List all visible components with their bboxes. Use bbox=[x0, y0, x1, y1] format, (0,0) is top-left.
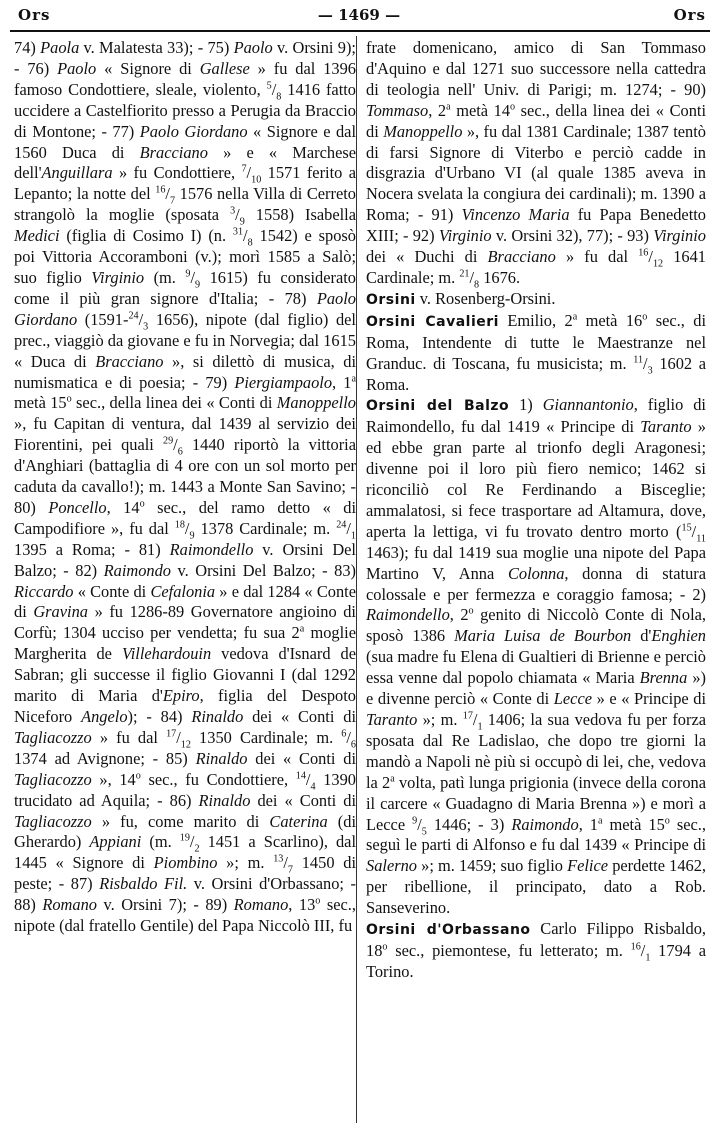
left-column-entry: 74) Paola v. Malatesta 33); - 75) Paolo v. Orsini 9); - 76) Paolo « Signore di Gallese » fu dal 1396 famoso Condottiere, sleale, violento, $^5/_8$ 1416 fatto uccidere a Castelfiorito presso a Perugia da Braccio di Montone; - 77) Paolo Giordano « Signore e dal 1560 Duca di Bracciano » e « Marchese dell'Anguillara » fu Condottiere, $^7/_{10}$ 1571 ferito a Lepanto; la notte del $^{16}/_7$ 1576 nella Villa di Cerreto strangolò la moglie (sposata $^3/_9$ 1558) Isabella Medici (figlia di Cosimo I) (n. $^{31}/_8$ 1542) e sposò poi Vittoria Accoramboni (v.); morì 1585 a Salò; suo figlio Virginio (m. $^9/_9$ 1615) fu considerato come il più gran signore d'Italia; - 78) Paolo Giordano ($1591-^{24}/_3$ 1656), nipote (dal figlio) del prec., viaggiò da giovane e fu in Norvegia; dal 1615 « Duca di Bracciano », si dilettò di musica, di numismatica e di poesia; - 79) Piergiampaolo, 1$^a$ metà 15$^o$ sec., della linea dei « Conti di Manoppello », fu Capitan di ventura, dal 1439 al servizio dei Fiorentini, pei quali $^{29}/_6$ 1440 riportò la vittoria d'Anghiari (battaglia di 4 ore con un sol morto per caduta da cavallo!); m. 1443 a Monte San Savino; - 80) Poncello, 14$^o$ sec., del ramo detto « di Campodifiore », fu dal $^{18}/_9$ 1378 Cardinale; m. $^{24}/_1$ 1395 a Roma; - 81) Raimondello v. Orsini Del Balzo; - 82) Raimondo v. Orsini Del Balzo; - 83) Riccardo « Conte di Cefalonia » e dal 1284 « Conte di Gravina » fu 1286-89 Governatore angioino di Corfù; 1304 ucciso per vendetta; fu sua 2$^a$ moglie Margherita de Villehardouin vedova d'Isnard de Sabran; gli successe il figlio Giovanni I (dal 1292 marito di Maria d'Epiro, figlia del Despoto Niceforo Angelo); - 84) Rinaldo dei « Conti di Tagliacozzo » fu dal $^{17}/_{12}$ 1350 Cardinale; m. $^6/_6$ 1374 ad Avignone; - 85) Rinaldo dei « Conti di Tagliacozzo », 14$^o$ sec., fu Condottiere, $^{14}/_4$ 1390 trucidato ad Aquila; - 86) Rinaldo dei « Conti di Tagliacozzo » fu, come marito di Caterina (di Gherardo) Appiani (m. $^{19}/_2$ 1451 a Scarlino), dal 1445 « Signore di Piombino »; m. $^{13}/_7$ 1450 di peste; - 87) Risbaldo Fil. v. Orsini d'Orbassano; - 88) Romano v. Orsini 7); - 89) Romano, 13$^o$ sec., nipote (dal fratello Gentile) del Papa Niccolò III, fu bbox=[14, 38, 357, 936]
column-divider bbox=[356, 36, 357, 1123]
right-column-entry: frate domenicano, amico di San Tommaso d'Aquino e dal 1271 suo successore nella cattedra di teologia nell' Univ. di Parigi; m. 1274; - 90) Tommaso, 2$^a$ metà 14$^o$ sec., della linea dei « Conti di Manoppello », fu dal 1381 Cardinale; 1387 tentò di farsi Signore di Viterbo e perciò cadde in disgrazia d'Urbano VI (al quale 1385 aveva in Nocera svelata la congiura dei cardinali); m. 1390 a Roma; - 91) Vincenzo Maria fu Papa Benedetto XIII; - 92) Virginio v. Orsini 32), 77); - 93) Virginio dei « Duchi di Bracciano » fu dal $^{16}/_{12}$ 1641 Cardinale; m. $^{21}/_8$ 1676. bbox=[366, 38, 707, 291]
header-right-keyword: Ors bbox=[673, 6, 706, 24]
running-header bbox=[0, 0, 718, 34]
right-column bbox=[366, 38, 706, 983]
page-number: — 1469 — bbox=[317, 6, 401, 24]
header-left-keyword: Ors bbox=[18, 6, 51, 24]
right-column-entry: Orsini d'Orbassano Carlo Filippo Risbaldo, 18$^o$ sec., piemontese, fu letterato; m. $^{16}/_1$ 1794 a Torino. bbox=[366, 919, 706, 981]
header-rule bbox=[10, 30, 710, 32]
right-column-entry: Orsini Cavalieri Emilio, 2$^a$ metà 16$^o$ sec., di Roma, Intendente di tutte le Maestranze nel Granduc. di Toscana, fu musicista; m. $^{11}/_3$ 1602 a Roma. bbox=[366, 310, 706, 394]
right-column-entry: Orsini del Balzo 1) Giannantonio, figlio di Raimondello, fu dal 1419 « Principe di Taranto » ed ebbe gran parte al trionfo degli Aragonesi; divenne poi il loro più fiero nemico; 1462 si riconciliò col Re Ferdinando a Bisceglie; ammalatosi, si fece trasportare ad Altamura, dove, aperta la lettiga, vi fu trovato dentro morto ($^{15}/_{11}$ 1463); fu dal 1419 sua moglie una nipote del Papa Martino V, Anna Colonna, donna di statura colossale e per fermezza e coraggio famosa; - 2) Raimondello, 2$^o$ genito di Niccolò Conte di Nola, sposò 1386 Maria Luisa de Bourbon d'Enghien (sua madre fu Elena di Gualtieri di Brienne e perciò essa venne dal popolo chiamata « Maria Brenna ») e divenne perciò « Conte di Lecce » e « Principe di Taranto »; m. $^{17}/_1$ 1406; la sua vedova fu per forza sposata dal Re Ladislao, che dopo tre giorni la mandò a Napoli nè più si occupò di lei, che, vedova la 2$^a$ volta, patì lunga prigionia (invece della corona il carcere « Guadagno di Maria Brenna ») e morì a Lecce $^9/_5$ 1446; - 3) Raimondo, 1$^a$ metà 15$^o$ sec., seguì le parti di Alfonso e fu dal 1439 « Principe di Salerno »; m. 1459; suo figlio Felice perdette 1462, per ribellione, il principato, dato a Rob. Sanseverino. bbox=[366, 395, 707, 918]
left-column bbox=[14, 38, 356, 937]
right-column-entry: Orsini v. Rosenberg-Orsini. bbox=[366, 288, 556, 308]
